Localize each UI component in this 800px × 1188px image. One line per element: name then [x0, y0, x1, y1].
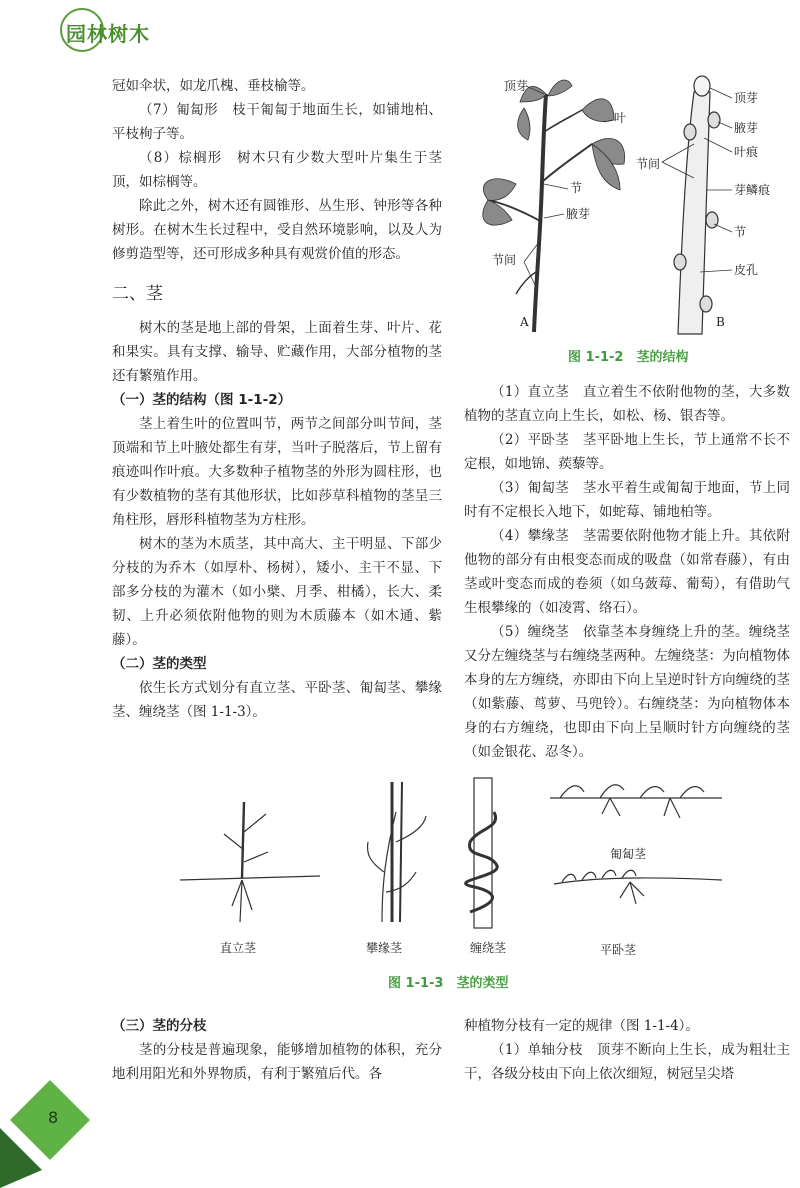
paragraph: （1）单轴分枝 顶芽不断向上生长，成为粗壮主干，各级分枝由下向上依次细短，树冠呈尖塔	[464, 1042, 790, 1082]
page-corner-decoration	[0, 1080, 90, 1188]
label-internode-b: 节间	[636, 157, 661, 171]
paragraph: 茎的分枝是普遍现象，能够增加植物的体积，充分地利用阳光和外界物质，有利于繁殖后代。各	[112, 1042, 442, 1082]
paragraph: 依生长方式划分有直立茎、平卧茎、匍匐茎、攀缘茎、缠绕茎（图 1-1-3）。	[112, 680, 442, 720]
paragraph: 树木的茎为木质茎，其中高大、主干明显、下部少分枝的为乔木（如厚朴、杨树），矮小、主干不显、下部多分枝的为灌木（如小檗、月季、柑橘），长大、柔韧、上升必须依附他物的则为木质藤本（如木通、紫藤）。	[112, 536, 442, 648]
label-apex-bud-b: 顶芽	[734, 91, 759, 105]
label-twining-stem: 缠绕茎	[470, 941, 507, 955]
paragraph: 冠如伞状，如龙爪槐、垂枝榆等。	[112, 78, 315, 94]
leaf-shapes	[483, 80, 625, 225]
paragraph: （1）直立茎 直立着生不依附他物的茎，大多数植物的茎直立向上生长，如松、杨、银杏等。	[464, 384, 790, 424]
label-apex-bud-a: 顶芽	[504, 79, 529, 93]
label-prostrate-stem: 平卧茎	[600, 943, 637, 957]
right-column	[464, 380, 790, 764]
logo-text: 园林树木	[66, 22, 150, 46]
label-letter-a: A	[520, 315, 529, 329]
label-bud-scale-scar-b: 芽鳞痕	[734, 183, 771, 197]
paragraph: （4）攀缘茎 茎需要依附他物才能上升。其依附他物的部分有由根变态而成的吸盘（如常春藤），有由茎或叶变态而成的卷须（如乌蔹莓、葡萄），有借助气生根攀缘的（如凌霄、络石）。	[464, 528, 790, 616]
figure-caption: 图 1-1-2 茎的结构	[568, 350, 689, 365]
label-letter-b: B	[716, 315, 725, 329]
paragraph: （3）匍匐茎 茎水平着生或匍匐于地面，节上同时有不定根长入地下，如蛇莓、铺地柏等。	[464, 480, 790, 520]
label-axillary-bud-a: 腋芽	[566, 207, 591, 221]
bottom-left-column	[112, 1014, 442, 1086]
paragraph: 茎上着生叶的位置叫节，两节之间部分叫节间，茎顶端和节上叶腋处都生有芽，当叶子脱落后，节上留有痕迹叫作叶痕。大多数种子植物茎的外形为圆柱形，也有少数植物的茎有其他形状，比如莎草科植物的茎呈三角柱形，唇形科植物茎为方柱形。	[112, 416, 442, 528]
label-node-b: 节	[734, 225, 747, 239]
label-creeping-stem: 匍匐茎	[610, 847, 647, 861]
header-logo	[60, 8, 172, 52]
page-number: 8	[48, 1108, 59, 1127]
paragraph: 种植物分枝有一定的规律（图 1-1-4）。	[464, 1018, 699, 1034]
paragraph: （5）缠绕茎 依靠茎本身缠绕上升的茎。缠绕茎又分左缠绕茎与右缠绕茎两种。左缠绕茎：为向植物体本身的左方缠绕，亦即由下向上呈逆时针方向缠绕的茎（如紫藤、茑萝、马兜铃）。右缠绕茎：为向植物体本身的右方缠绕，也即由下向上呈顺时针方向缠绕的茎（如金银花、忍冬）。	[464, 624, 790, 760]
climbing-stem-illustration	[368, 782, 426, 922]
section-title: 二、茎	[112, 284, 163, 304]
twining-stem-illustration	[466, 778, 498, 928]
label-axillary-bud-b: 腋芽	[734, 121, 759, 135]
bottom-right-column	[464, 1014, 790, 1086]
stem-types-figure	[170, 772, 730, 962]
subsection-title: （一）茎的结构（图 1-1-2）	[112, 392, 292, 408]
label-node-a: 节	[570, 181, 583, 195]
prostrate-stem-illustration	[554, 870, 722, 904]
label-erect-stem: 直立茎	[220, 941, 257, 955]
creeping-stem-illustration	[550, 785, 722, 818]
stem-structure-figure	[464, 72, 790, 372]
paragraph: （2）平卧茎 茎平卧地上生长，节上通常不长不定根，如地锦、蒺藜等。	[464, 432, 790, 472]
left-column	[112, 74, 442, 724]
label-leaf-a: 叶	[614, 111, 627, 125]
twig-b-illustration	[674, 76, 720, 334]
subsection-title: （三）茎的分枝	[112, 1018, 207, 1034]
paragraph: 除此之外，树木还有圆锥形、丛生形、钟形等各种树形。在树木生长过程中，受自然环境影响，以及人为修剪造型等，还可形成多种具有观赏价值的形态。	[112, 198, 442, 262]
subsection-title: （二）茎的类型	[112, 656, 207, 672]
paragraph: 树木的茎是地上部的骨架，上面着生芽、叶片、花和果实。具有支撑、输导、贮藏作用，大部分植物的茎还有繁殖作用。	[112, 320, 442, 384]
paragraph: （7）匍匐形 枝干匍匐于地面生长，如铺地柏、平枝栒子等。	[112, 102, 442, 142]
label-leaf-scar-b: 叶痕	[734, 145, 759, 159]
paragraph: （8）棕榈形 树木只有少数大型叶片集生于茎顶，如棕榈等。	[112, 150, 442, 190]
label-lenticel-b: 皮孔	[734, 263, 759, 277]
label-internode-a: 节间	[492, 253, 517, 267]
erect-stem-illustration	[180, 802, 320, 922]
label-climbing-stem: 攀缘茎	[366, 941, 403, 955]
figure-caption: 图 1-1-3 茎的类型	[388, 976, 509, 991]
